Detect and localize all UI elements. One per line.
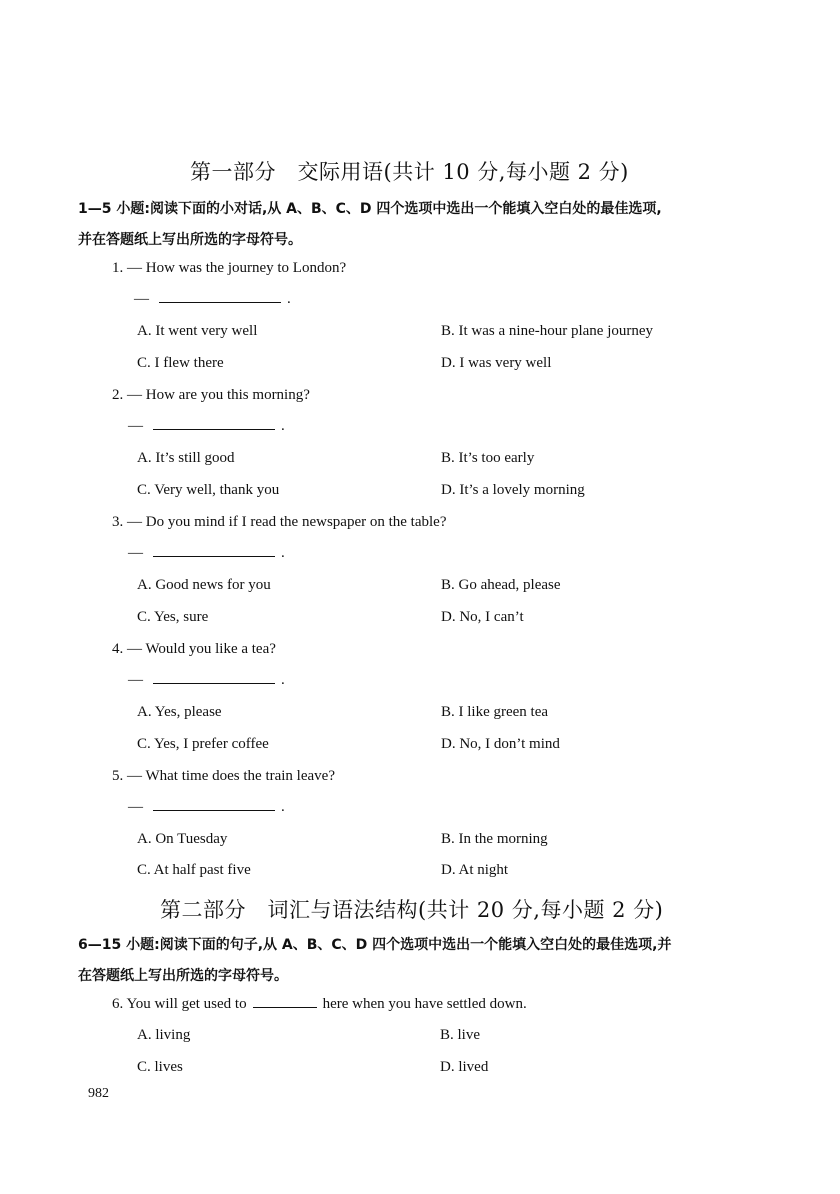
question-3-option-a: A. Good news for you — [137, 577, 271, 593]
question-2-option-b: B. It’s too early — [441, 450, 535, 466]
question-3-answer-blank — [128, 545, 285, 562]
blank-line — [153, 419, 275, 430]
question-3-stem: 3. — Do you mind if I read the newspaper on the table? — [112, 514, 447, 530]
question-2-option-a: A. It’s still good — [137, 450, 235, 466]
question-5-option-d: D. At night — [441, 862, 509, 878]
question-6-option-d: D. lived — [440, 1059, 489, 1075]
question-1-option-c: C. I flew there — [137, 355, 224, 371]
question-6-option-b: B. live — [440, 1027, 480, 1043]
question-5-option-a: A. On Tuesday — [137, 831, 228, 847]
part1-title: 第一部分 交际用语(共计 10 分,每小题 2 分) — [190, 160, 629, 184]
question-3-option-b: B. Go ahead, please — [441, 577, 561, 593]
answer-dash: — — [128, 545, 143, 561]
part1-instruction-line2: 并在答题纸上写出所选的字母符号。 — [78, 232, 302, 248]
blank-line — [153, 546, 275, 557]
question-2-option-c: C. Very well, thank you — [137, 482, 280, 498]
question-4-option-b: B. I like green tea — [441, 704, 549, 720]
question-6-blank-line — [253, 997, 317, 1008]
question-4-answer-blank — [128, 672, 285, 689]
answer-period: . — [281, 799, 285, 815]
question-1-option-b: B. It was a nine-hour plane journey — [441, 323, 654, 339]
page-number: 982 — [88, 1086, 109, 1101]
question-5-answer-blank — [128, 799, 285, 816]
blank-line — [153, 673, 275, 684]
question-1-answer-blank — [134, 291, 291, 308]
question-4-option-d: D. No, I don’t mind — [441, 736, 560, 752]
answer-dash: — — [128, 799, 143, 815]
question-6-stem — [112, 996, 527, 1013]
answer-period: . — [281, 672, 285, 688]
question-5-stem: 5. — What time does the train leave? — [112, 768, 335, 784]
answer-period: . — [281, 418, 285, 434]
part2-title: 第二部分 词汇与语法结构(共计 20 分,每小题 2 分) — [160, 898, 664, 922]
question-1-option-d: D. I was very well — [441, 355, 552, 371]
question-4-option-c: C. Yes, I prefer coffee — [137, 736, 269, 752]
answer-dash: — — [134, 291, 149, 307]
blank-line — [153, 800, 275, 811]
question-6-stem-after: here when you have settled down. — [322, 996, 527, 1012]
answer-period: . — [287, 291, 291, 307]
answer-dash: — — [128, 672, 143, 688]
question-6-option-c: C. lives — [137, 1059, 183, 1075]
part2-instruction-line1: 6—15 小题:阅读下面的句子,从 A、B、C、D 四个选项中选出一个能填入空白处的最佳选项,并 — [78, 937, 672, 953]
question-3-option-d: D. No, I can’t — [441, 609, 524, 625]
question-1-stem: 1. — How was the journey to London? — [112, 260, 347, 276]
question-2-answer-blank — [128, 418, 285, 435]
blank-line — [159, 292, 281, 303]
question-5-option-c: C. At half past five — [137, 862, 251, 878]
question-4-stem: 4. — Would you like a tea? — [112, 641, 276, 657]
question-6-option-a: A. living — [137, 1027, 191, 1043]
part2-instruction-line2: 在答题纸上写出所选的字母符号。 — [78, 968, 288, 984]
answer-period: . — [281, 545, 285, 561]
question-4-option-a: A. Yes, please — [137, 704, 222, 720]
question-1-option-a: A. It went very well — [137, 323, 258, 339]
question-5-option-b: B. In the morning — [441, 831, 548, 847]
question-2-stem: 2. — How are you this morning? — [112, 387, 310, 403]
question-6-stem-before: 6. You will get used to — [112, 996, 247, 1012]
part1-instruction-line1: 1—5 小题:阅读下面的小对话,从 A、B、C、D 四个选项中选出一个能填入空白处的最佳选项, — [78, 201, 662, 217]
answer-dash: — — [128, 418, 143, 434]
question-3-option-c: C. Yes, sure — [137, 609, 209, 625]
question-2-option-d: D. It’s a lovely morning — [441, 482, 585, 498]
